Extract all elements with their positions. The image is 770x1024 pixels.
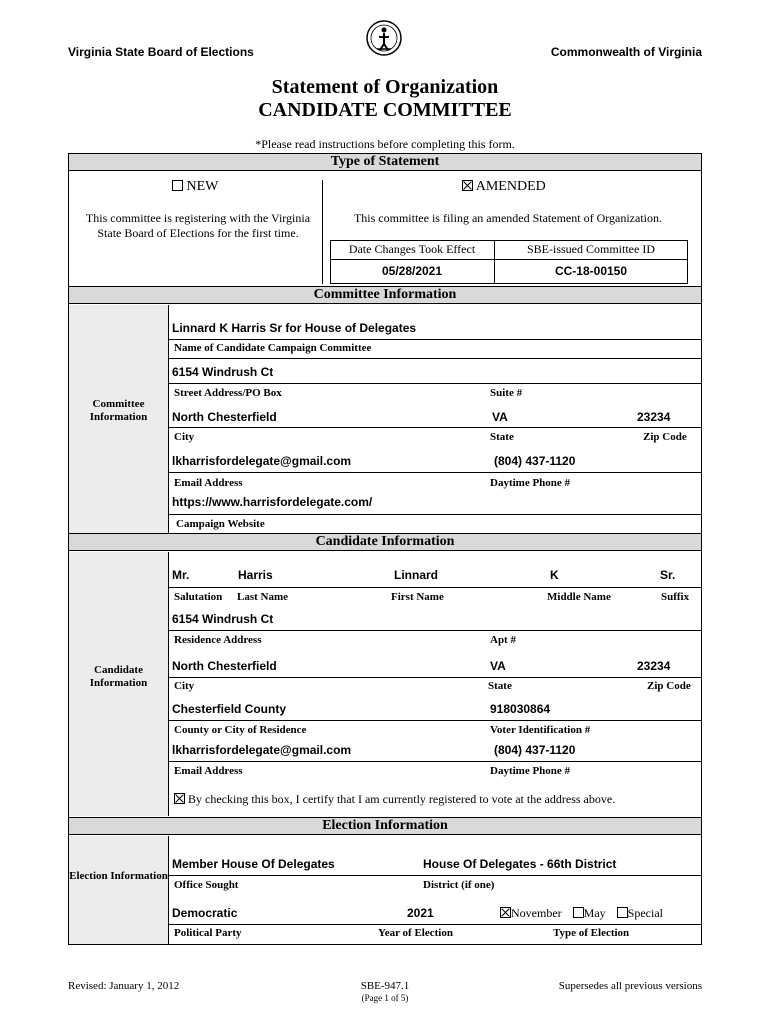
candidate-salutation-value[interactable]: Mr. — [172, 568, 190, 582]
may-label: May — [583, 906, 606, 920]
new-option[interactable] — [172, 179, 218, 195]
committee-suite-label: Suite # — [490, 387, 523, 399]
committee-website-value[interactable]: https://www.harrisfordelegate.com/ — [172, 495, 373, 509]
committee-id-value[interactable]: CC-18-00150 — [554, 264, 628, 278]
committee-rule — [168, 472, 702, 473]
candidate-voter-id-label: Voter Identification # — [490, 724, 591, 736]
candidate-zip-value[interactable]: 23234 — [637, 659, 671, 673]
type-divider — [322, 180, 323, 284]
committee-name-label: Name of Candidate Campaign Committee — [174, 342, 372, 354]
candidate-salutation-label: Salutation — [174, 591, 223, 603]
candidate-first-value[interactable]: Linnard — [394, 568, 438, 582]
may-option[interactable] — [573, 906, 606, 920]
election-year-value[interactable]: 2021 — [407, 906, 434, 920]
committee-zip-value[interactable]: 23234 — [637, 410, 671, 424]
special-option[interactable] — [617, 906, 663, 920]
candidate-side-divider — [168, 552, 169, 816]
amended-description: This committee is filing an amended Statement of Organization. — [353, 211, 663, 225]
candidate-rule — [168, 677, 702, 678]
candidate-apt-label: Apt # — [490, 634, 516, 646]
footer-supersedes: Supersedes all previous versions — [558, 980, 702, 992]
candidate-voter-id-value[interactable]: 918030864 — [490, 702, 551, 716]
committee-state-value[interactable]: VA — [492, 410, 508, 424]
committee-street-value[interactable]: 6154 Windrush Ct — [172, 365, 274, 379]
virginia-seal-icon — [366, 20, 402, 56]
certify-row[interactable] — [174, 792, 615, 807]
committee-rule — [168, 514, 702, 515]
election-party-value[interactable]: Democratic — [172, 906, 238, 920]
amended-label: AMENDED — [475, 179, 546, 194]
candidate-side-label: Candidate Information — [89, 664, 148, 689]
amended-option[interactable] — [462, 179, 546, 195]
november-option[interactable] — [500, 906, 562, 920]
date-changes-value[interactable]: 05/28/2021 — [381, 264, 443, 278]
candidate-suffix-label: Suffix — [661, 591, 690, 603]
election-side-label: Election Information — [69, 870, 168, 882]
committee-name-value[interactable]: Linnard K Harris Sr for House of Delegates — [172, 321, 417, 335]
committee-rule — [168, 358, 702, 359]
committee-city-label: City — [174, 431, 195, 443]
candidate-middle-value[interactable]: K — [550, 568, 559, 582]
candidate-zip-label: Zip Code — [647, 680, 691, 692]
amended-checkbox[interactable] — [462, 180, 473, 191]
election-district-label: District (if one) — [423, 879, 495, 891]
candidate-email-label: Email Address — [174, 765, 243, 777]
november-label: November — [511, 906, 562, 920]
election-type-options — [500, 906, 663, 921]
candidate-county-label: County or City of Residence — [174, 724, 307, 736]
candidate-state-value[interactable]: VA — [490, 659, 506, 673]
band-committee-information: Committee Information — [68, 286, 702, 304]
candidate-suffix-value[interactable]: Sr. — [660, 568, 676, 582]
committee-rule — [168, 339, 702, 340]
certify-text: By checking this box, I certify that I am currently registered to vote at the address above. — [188, 792, 616, 806]
election-type-label: Type of Election — [553, 927, 630, 939]
date-changes-label: Date Changes Took Effect — [348, 242, 476, 256]
candidate-rule — [168, 587, 702, 588]
election-side-panel — [69, 836, 168, 944]
footer-form-number: SBE-947.1 — [360, 980, 410, 992]
footer-page-number: (Page 1 of 5) — [361, 993, 409, 1003]
election-district-value[interactable]: House Of Delegates - 66th District — [423, 857, 617, 871]
election-side-divider — [168, 836, 169, 944]
committee-city-value[interactable]: North Chesterfield — [172, 410, 277, 424]
new-checkbox[interactable] — [172, 180, 183, 191]
committee-rule — [168, 383, 702, 384]
form-subtitle: CANDIDATE COMMITTEE — [258, 99, 512, 121]
may-checkbox[interactable] — [573, 907, 584, 918]
candidate-middle-label: Middle Name — [547, 591, 611, 603]
candidate-residence-value[interactable]: 6154 Windrush Ct — [172, 612, 274, 626]
candidate-rule — [168, 630, 702, 631]
election-office-label: Office Sought — [174, 879, 239, 891]
special-checkbox[interactable] — [617, 907, 628, 918]
candidate-city-label: City — [174, 680, 195, 692]
committee-phone-value[interactable]: (804) 437-1120 — [494, 454, 576, 468]
committee-phone-label: Daytime Phone # — [490, 477, 571, 489]
election-office-value[interactable]: Member House Of Delegates — [172, 857, 335, 871]
form-title: Statement of Organization — [271, 76, 499, 98]
candidate-state-label: State — [488, 680, 512, 692]
candidate-rule — [168, 720, 702, 721]
special-label: Special — [627, 906, 663, 920]
candidate-rule — [168, 761, 702, 762]
candidate-last-value[interactable]: Harris — [238, 568, 273, 582]
committee-street-label: Street Address/PO Box — [174, 387, 282, 399]
election-rule — [168, 924, 702, 925]
committee-id-label: SBE-issued Committee ID — [527, 242, 655, 256]
committee-state-label: State — [490, 431, 514, 443]
election-rule — [168, 875, 702, 876]
committee-email-label: Email Address — [174, 477, 243, 489]
candidate-phone-value[interactable]: (804) 437-1120 — [494, 743, 576, 757]
band-type-of-statement: Type of Statement — [68, 153, 702, 171]
instructions-note: *Please read instructions before completing this form. — [255, 137, 515, 151]
new-label: NEW — [186, 179, 219, 194]
header-agency: Virginia State Board of Elections — [68, 45, 254, 59]
candidate-phone-label: Daytime Phone # — [490, 765, 571, 777]
candidate-residence-label: Residence Address — [174, 634, 262, 646]
header-commonwealth: Commonwealth of Virginia — [550, 45, 702, 59]
committee-email-value[interactable]: lkharrisfordelegate@gmail.com — [172, 454, 352, 468]
committee-website-label: Campaign Website — [176, 518, 265, 530]
committee-side-label: Committee Information — [89, 398, 148, 423]
committee-rule — [168, 427, 702, 428]
new-description: This committee is registering with the Virginia State Board of Elections for the first time. — [85, 211, 311, 240]
candidate-email-value[interactable]: lkharrisfordelegate@gmail.com — [172, 743, 352, 757]
candidate-county-value[interactable]: Chesterfield County — [172, 702, 287, 716]
candidate-last-label: Last Name — [237, 591, 289, 603]
candidate-first-label: First Name — [391, 591, 444, 603]
committee-zip-label: Zip Code — [643, 431, 687, 443]
amendment-table-rule — [330, 259, 688, 260]
band-candidate-information: Candidate Information — [68, 533, 702, 551]
election-year-label: Year of Election — [378, 927, 453, 939]
certify-checkbox[interactable] — [174, 793, 185, 804]
band-election-information: Election Information — [68, 817, 702, 835]
election-party-label: Political Party — [174, 927, 242, 939]
footer-revised: Revised: January 1, 2012 — [68, 980, 180, 992]
candidate-city-value[interactable]: North Chesterfield — [172, 659, 277, 673]
november-checkbox[interactable] — [500, 907, 511, 918]
